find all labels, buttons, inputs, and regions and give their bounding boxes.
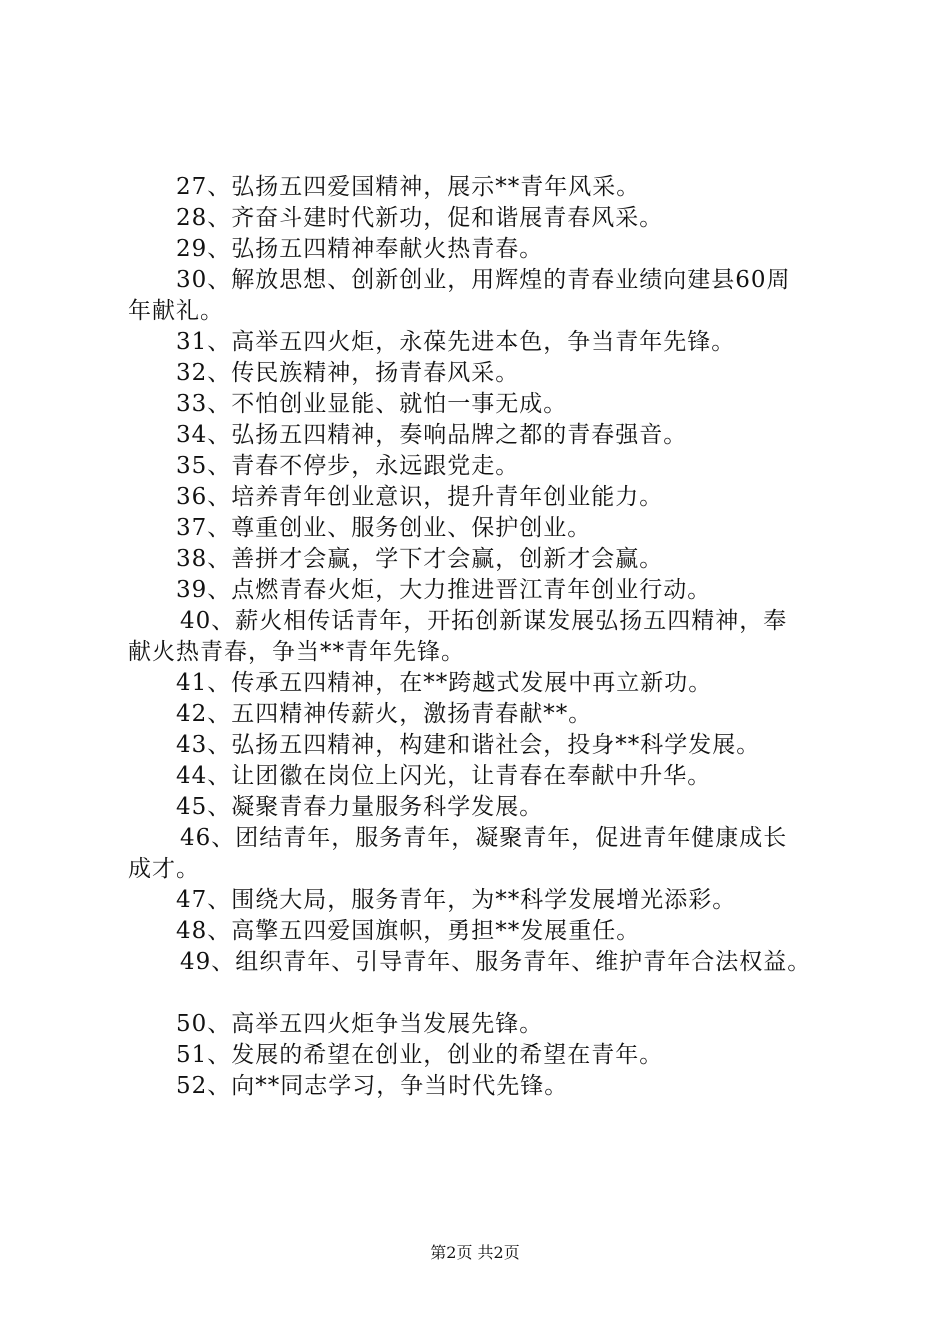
list-item: 52、向**同志学习，争当时代先锋。 [176, 1073, 569, 1099]
list-item: 51、发展的希望在创业，创业的希望在青年。 [176, 1042, 664, 1068]
list-item: 34、弘扬五四精神，奏响品牌之都的青春强音。 [176, 422, 688, 448]
page-footer: 第2页 共2页 [430, 1243, 520, 1262]
list-item-continuation: 年献礼。 [128, 298, 224, 324]
list-item: 28、齐奋斗建时代新功，促和谐展青春风采。 [176, 205, 664, 231]
list-item: 45、凝聚青春力量服务科学发展。 [176, 794, 544, 820]
list-item: 48、高擎五四爱国旗帜，勇担**发展重任。 [176, 918, 641, 944]
list-item: 50、高举五四火炬争当发展先锋。 [176, 1011, 544, 1037]
list-item-continuation: 成才。 [128, 856, 200, 882]
list-item: 46、团结青年，服务青年，凝聚青年，促进青年健康成长 [180, 825, 788, 851]
list-item: 38、善拼才会赢，学下才会赢，创新才会赢。 [176, 546, 664, 572]
list-item: 37、尊重创业、服务创业、保护创业。 [176, 515, 592, 541]
slogan-list [128, 172, 848, 1102]
list-item: 27、弘扬五四爱国精神，展示**青年风采。 [176, 174, 641, 200]
list-item: 42、五四精神传薪火，激扬青春献**。 [176, 701, 593, 727]
list-item: 39、点燃青春火炬，大力推进晋江青年创业行动。 [176, 577, 712, 603]
list-item: 31、高举五四火炬，永葆先进本色，争当青年先锋。 [176, 329, 736, 355]
list-item: 35、青春不停步，永远跟党走。 [176, 453, 520, 479]
list-item: 32、传民族精神，扬青春风采。 [176, 360, 520, 386]
list-item: 36、培养青年创业意识，提升青年创业能力。 [176, 484, 664, 510]
list-item-continuation: 献火热青春，争当**青年先锋。 [128, 639, 465, 665]
list-item: 43、弘扬五四精神，构建和谐社会，投身**科学发展。 [176, 732, 761, 758]
list-item: 44、让团徽在岗位上闪光，让青春在奉献中升华。 [176, 763, 712, 789]
list-item: 47、围绕大局，服务青年，为**科学发展增光添彩。 [176, 887, 737, 913]
list-item: 41、传承五四精神，在**跨越式发展中再立新功。 [176, 670, 713, 696]
list-item: 40、薪火相传话青年，开拓创新谋发展弘扬五四精神，奉 [180, 608, 788, 634]
list-item: 49、组织青年、引导青年、服务青年、维护青年合法权益。 [180, 949, 812, 975]
blank-line [128, 978, 848, 1009]
list-item: 30、解放思想、创新创业，用辉煌的青春业绩向建县60周 [176, 267, 791, 293]
list-item: 33、不怕创业显能、就怕一事无成。 [176, 391, 568, 417]
list-item: 29、弘扬五四精神奉献火热青春。 [176, 236, 544, 262]
